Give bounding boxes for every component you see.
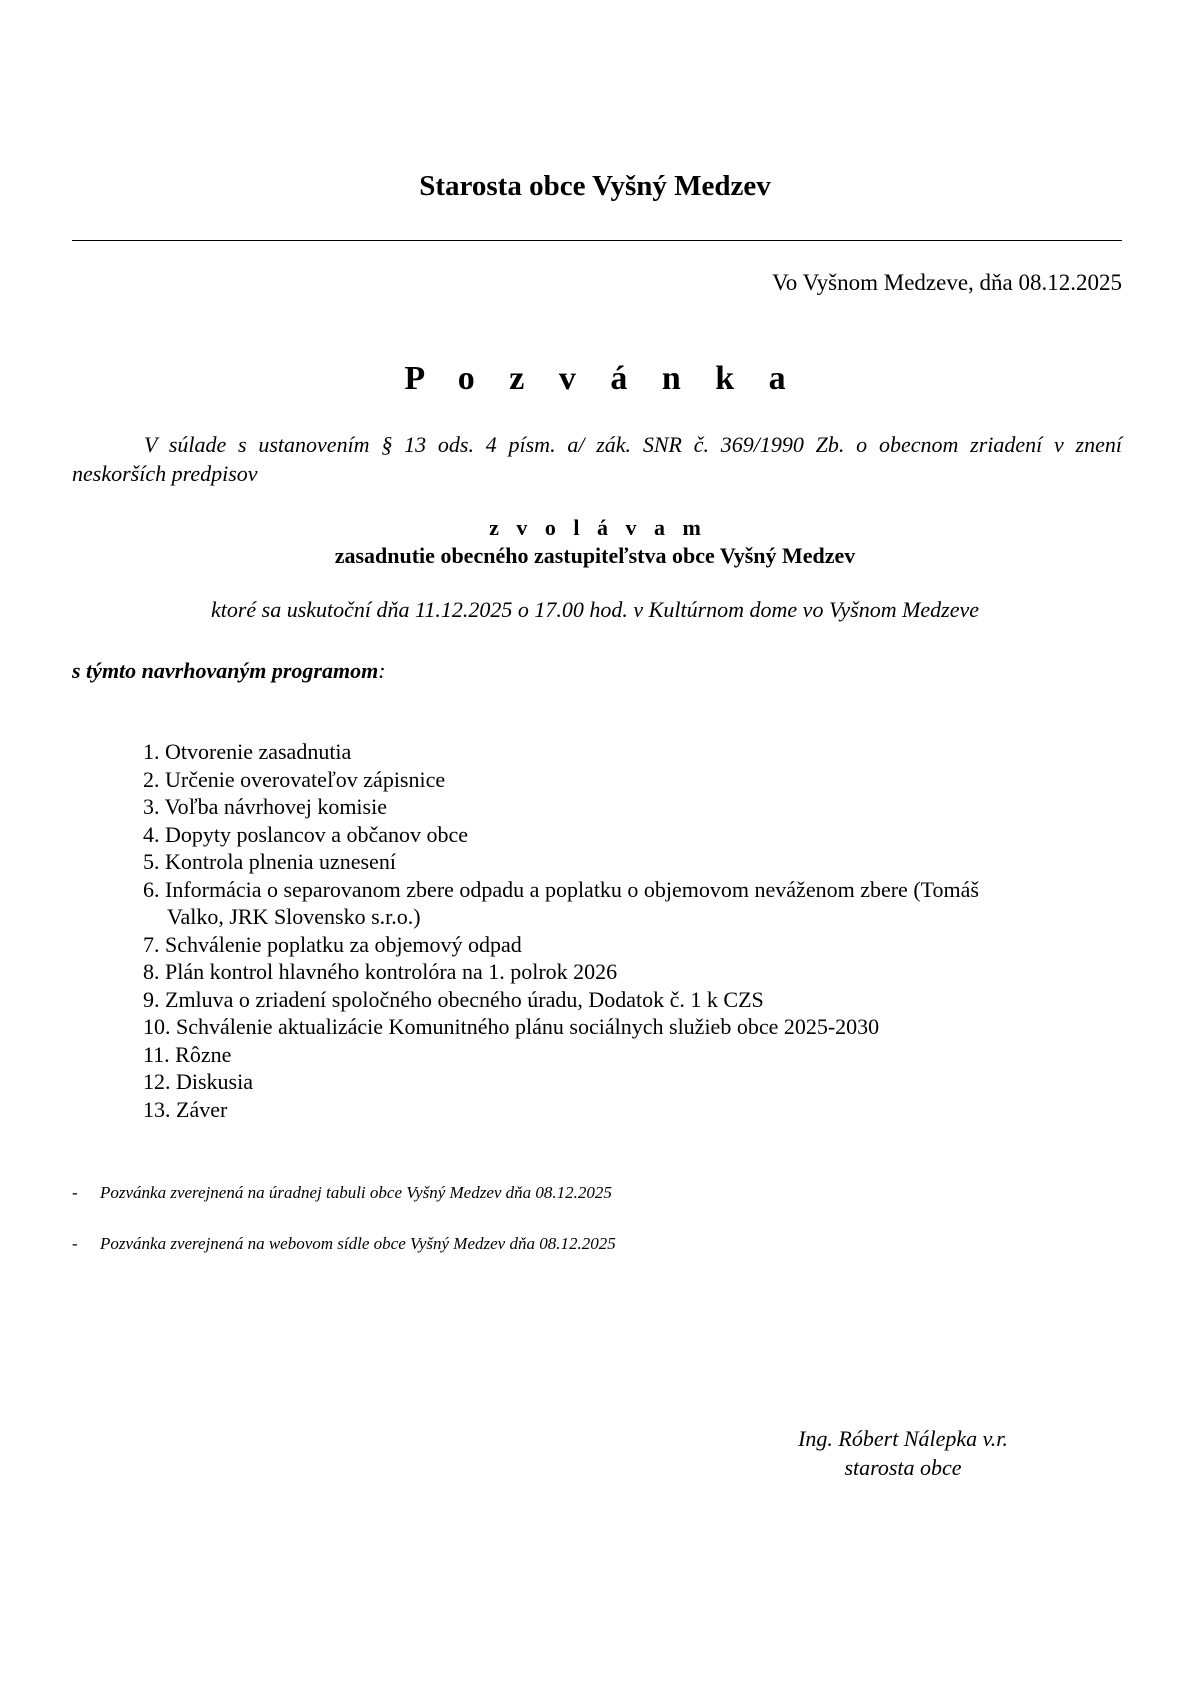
agenda-item: 9. Zmluva o zriadení spoločného obecného úradu, Dodatok č. 1 k CZS bbox=[143, 986, 764, 1012]
legal-basis-line-2: neskorších predpisov bbox=[72, 461, 258, 486]
program-heading-text: s týmto navrhovaným programom bbox=[72, 658, 379, 683]
agenda-item: 3. Voľba návrhovej komisie bbox=[143, 794, 387, 819]
meeting-subject: zasadnutie obecného zastupiteľstva obce Vyšný Medzev bbox=[334, 543, 856, 568]
agenda-item: 5. Kontrola plnenia uznesení bbox=[143, 849, 396, 874]
agenda-item: 2. Určenie overovateľov zápisnice bbox=[143, 766, 446, 792]
agenda-item: 1. Otvorenie zasadnutia bbox=[143, 739, 352, 764]
header-title: Starosta obce Vyšný Medzev bbox=[419, 170, 771, 202]
agenda-item: 13. Záver bbox=[143, 1096, 228, 1122]
document-title: P o z v á n k a bbox=[404, 360, 799, 397]
legal-basis-paragraph bbox=[72, 430, 1122, 488]
note-dash: - bbox=[72, 1234, 78, 1253]
agenda-item: 6. Informácia o separovanom zbere odpadu a poplatku o objemovom neváženom zbere (Tomáš bbox=[143, 876, 979, 902]
note-dash: - bbox=[72, 1183, 78, 1202]
agenda-item: 10. Schválenie aktualizácie Komunitného plánu sociálnych služieb obce 2025-2030 bbox=[143, 1014, 880, 1039]
agenda-item: 12. Diskusia bbox=[143, 1069, 253, 1094]
signatory-name: Ing. Róbert Nálepka v.r. bbox=[798, 1426, 1008, 1451]
place-and-date: Vo Vyšnom Medzeve, dňa 08.12.2025 bbox=[772, 270, 1122, 295]
signature-block bbox=[768, 1424, 1038, 1482]
agenda-item: 11. Rôzne bbox=[143, 1041, 232, 1067]
program-heading bbox=[72, 658, 386, 684]
agenda-item: 4. Dopyty poslancov a občanov obce bbox=[143, 821, 469, 847]
meeting-info: ktoré sa uskutoční dňa 11.12.2025 o 17.00 hod. v Kultúrnom dome vo Vyšnom Medzeve bbox=[210, 597, 980, 622]
agenda-list bbox=[143, 738, 979, 1123]
agenda-item: 7. Schválenie poplatku za objemový odpad bbox=[143, 931, 522, 957]
note-text: Pozvánka zverejnená na úradnej tabuli obce Vyšný Medzev dňa 08.12.2025 bbox=[100, 1183, 612, 1202]
program-heading-colon: : bbox=[378, 658, 386, 683]
convene-heading: z v o l á v a m bbox=[489, 515, 707, 540]
publication-note-notice-board bbox=[72, 1183, 612, 1203]
header-divider bbox=[72, 240, 1122, 241]
agenda-item-continuation: Valko, JRK Slovensko s.r.o.) bbox=[167, 904, 421, 929]
note-text: Pozvánka zverejnená na webovom sídle obce Vyšný Medzev dňa 08.12.2025 bbox=[100, 1234, 616, 1253]
legal-basis-line-1: V súlade s ustanovením § 13 ods. 4 písm. a/ zák. SNR č. 369/1990 Zb. o obecnom zriadení v znení bbox=[144, 432, 1122, 457]
publication-note-website bbox=[72, 1234, 616, 1254]
signatory-role: starosta obce bbox=[844, 1455, 962, 1480]
agenda-item: 8. Plán kontrol hlavného kontrolóra na 1. polrok 2026 bbox=[143, 959, 618, 984]
